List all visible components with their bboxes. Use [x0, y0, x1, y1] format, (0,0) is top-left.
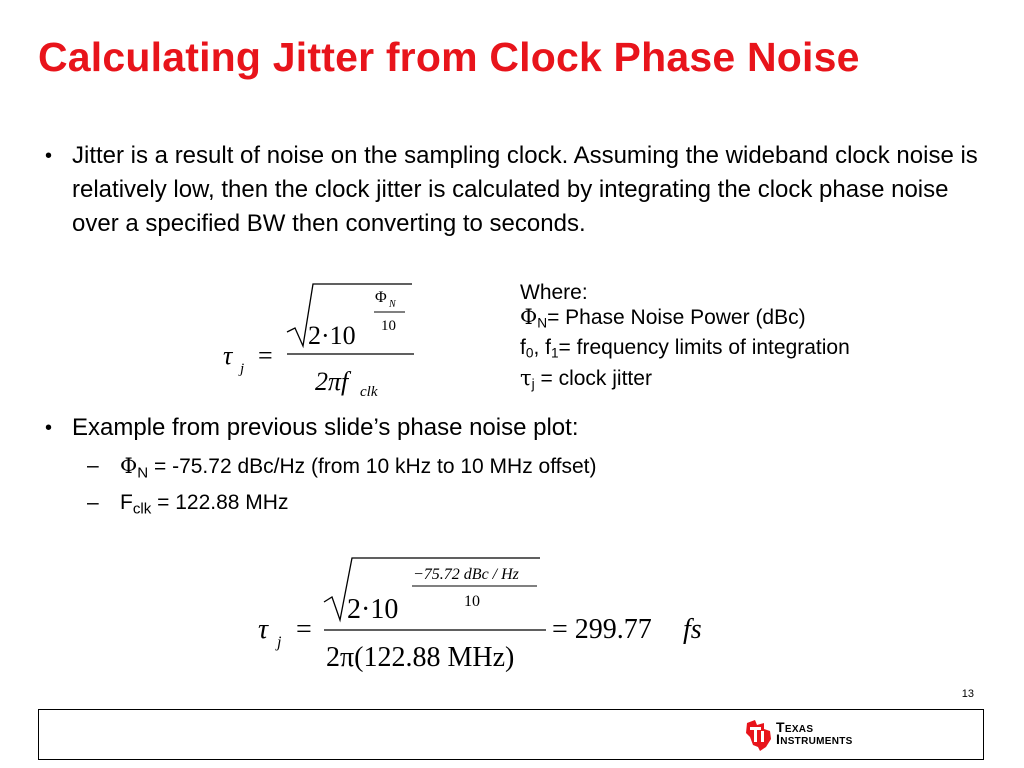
where-legend	[520, 280, 940, 396]
formula-denominator-sub: clk	[360, 384, 378, 400]
bullet-marker: •	[45, 417, 53, 439]
page-number: 13	[961, 688, 974, 700]
formula-exp-numerator: Φ	[375, 289, 387, 306]
where-clock-jitter	[520, 366, 940, 396]
f1-sub: 1	[550, 345, 559, 361]
sub-item-text: = -75.72 dBc/Hz (from 10 kHz to 10 MHz offset)	[148, 455, 597, 478]
where-frequency-limits	[520, 335, 940, 365]
formula-radicand: 2·10	[308, 321, 356, 350]
formula-equals: =	[258, 341, 273, 370]
frequency-def: = frequency limits of integration	[558, 336, 850, 360]
formula-lhs-tau: τ	[223, 341, 233, 370]
slide-title: Calculating Jitter from Clock Phase Noise	[38, 34, 860, 80]
sub-item-text: = 122.88 MHz	[151, 491, 289, 514]
jitter-def: = clock jitter	[534, 366, 652, 390]
formula2-lhs-sub: j	[277, 634, 282, 651]
bullet-text: Jitter is a result of noise on the sampling clock. Assuming the wideband clock noise is relatively low, then the clock jitter is calculated by integrating the clock phase noise over a specified BW then converting to seconds.	[72, 142, 978, 237]
formula2-exp-numerator: −75.72 dBc / Hz	[413, 566, 519, 583]
where-phase-noise	[520, 305, 940, 335]
phi-symbol: Φ	[120, 454, 138, 478]
formula2-lhs-tau: τ	[258, 614, 269, 645]
ti-logo-icon	[742, 717, 776, 753]
phi-sub: N	[137, 464, 149, 482]
formula2-rhs: = 299.77	[552, 614, 652, 645]
ti-logo-text	[776, 721, 853, 745]
bullet-text: Example from previous slide’s phase noise plot:	[72, 414, 579, 441]
fclk-symbol: F	[120, 491, 133, 514]
formula2-rhs-unit: fs	[683, 614, 702, 645]
example-jitter-formula	[250, 552, 730, 684]
sub-item-phase-noise	[87, 452, 597, 488]
formula2-radicand: 2·10	[347, 594, 399, 625]
formula-lhs-sub: j	[240, 361, 245, 377]
f1-symbol: , f	[533, 336, 551, 360]
formula2-exp-denominator: 10	[464, 593, 480, 610]
sub-item-fclk	[87, 489, 289, 524]
ti-logo-line1: Texas	[776, 719, 814, 735]
ti-logo-line2: Instruments	[776, 731, 853, 747]
phase-noise-def: = Phase Noise Power (dBc)	[547, 306, 806, 329]
where-heading: Where:	[520, 281, 588, 304]
formula-exp-denominator: 10	[381, 318, 396, 334]
sub-dash: –	[87, 491, 99, 514]
tau-symbol: τ	[520, 365, 532, 390]
f0-sub: 0	[525, 345, 534, 361]
phi-sub: N	[537, 315, 548, 331]
formula2-denominator: 2π(122.88 MHz)	[326, 642, 515, 673]
formula2-equals: =	[296, 614, 312, 645]
formula-exp-numerator-sub: N	[389, 299, 396, 310]
bullet-marker: •	[45, 145, 53, 167]
bullet-jitter-intro	[45, 139, 982, 241]
formula-denominator: 2πf	[315, 367, 349, 396]
sub-dash: –	[87, 454, 99, 477]
tau-sub: j	[531, 376, 535, 392]
bullet-example	[45, 411, 982, 445]
phi-symbol: Φ	[520, 305, 538, 329]
fclk-sub: clk	[132, 500, 152, 518]
jitter-formula	[215, 278, 435, 406]
f-symbol: f	[520, 336, 526, 360]
